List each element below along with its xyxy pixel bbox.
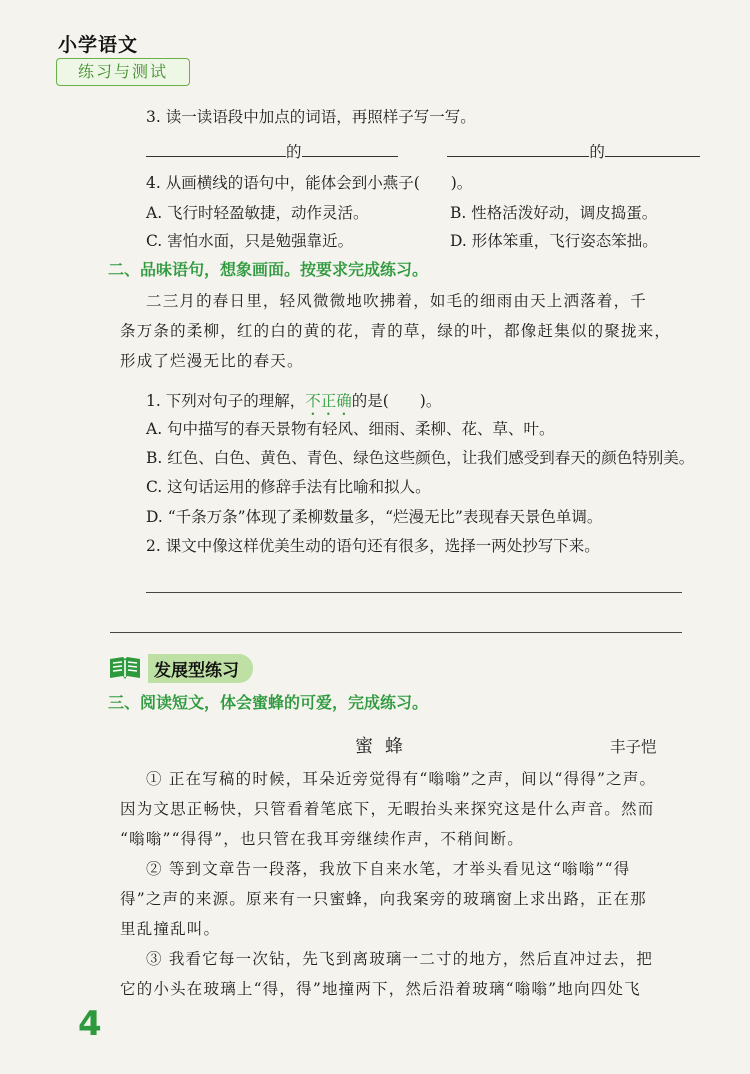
section2-passage-line-2: 条万条的柔柳，红的白的黄的花，青的草，绿的叶，都像赶集似的聚拢来， (120, 322, 672, 340)
section2-passage-line-1: 二三月的春日里，轻风微微地吹拂着，如毛的细雨由天上洒落着，千 (146, 292, 648, 310)
q3-blank-2[interactable] (302, 140, 398, 157)
section2-q1-option-c[interactable]: C. 这句话运用的修辞手法有比喻和拟人。 (146, 478, 431, 496)
q4-option-c[interactable]: C. 害怕水面，只是勉强靠近。 (146, 232, 354, 250)
page-number: 4 (78, 1004, 102, 1044)
article-title: 蜜蜂 (355, 736, 415, 757)
q3-blank-3[interactable] (447, 140, 589, 157)
section2-heading: 二、品味语句，想象画面。按要求完成练习。 (108, 260, 429, 279)
q4-option-b[interactable]: B. 性格活泼好动，调皮捣蛋。 (450, 204, 658, 222)
development-label: 发展型练习 (148, 654, 253, 683)
section3-heading: 三、阅读短文，体会蜜蜂的可爱，完成练习。 (108, 693, 429, 712)
answer-line-2[interactable] (110, 632, 682, 633)
section2-q1-option-b[interactable]: B. 红色、白色、黄色、青色、绿色这些颜色，让我们感受到春天的颜色特别美。 (146, 449, 695, 467)
article-line-1: ① 正在写稿的时候，耳朵近旁觉得有“嗡嗡”之声，间以“得得”之声。 (146, 770, 657, 788)
q3-de-2: 的 (589, 143, 605, 161)
article-line-4: ② 等到文章告一段落，我放下自来水笔，才举头看见这“嗡嗡”“得 (146, 860, 631, 878)
answer-line-1[interactable] (146, 592, 682, 593)
development-section-header (108, 651, 253, 685)
q3-de-1: 的 (286, 143, 302, 161)
q4-option-a[interactable]: A. 飞行时轻盈敏捷，动作灵活。 (146, 204, 369, 222)
section2-q1-pre: 1. 下列对句子的理解， (146, 392, 306, 410)
section2-passage-line-3: 形成了烂漫无比的春天。 (120, 352, 304, 370)
article-author: 丰子恺 (610, 738, 657, 756)
book-icon (108, 654, 142, 682)
article-line-6: 里乱撞乱叫。 (120, 920, 221, 938)
q4-prompt: 4. 从画横线的语句中，能体会到小燕子( )。 (146, 174, 473, 192)
article-line-5: 得”之声的来源。原来有一只蜜蜂，向我案旁的玻璃窗上求出路，正在那 (120, 890, 647, 908)
q3-blank-4[interactable] (605, 140, 700, 157)
q3-blanks-row (146, 140, 700, 163)
q4-option-d[interactable]: D. 形体笨重，飞行姿态笨拙。 (450, 232, 658, 250)
article-line-8: 它的小头在玻璃上“得，得”地撞两下，然后沿着玻璃“嗡嗡”地向四处飞 (120, 980, 641, 998)
q3-blank-1[interactable] (146, 140, 286, 157)
q3-prompt: 3. 读一读语段中加点的词语，再照样子写一写。 (146, 108, 476, 126)
section2-q1-key: 不正确 (305, 392, 352, 410)
section2-q1-option-d[interactable]: D. “千条万条”体现了柔柳数量多，“烂漫无比”表现春天景色单调。 (146, 508, 603, 526)
series-subtitle: 练习与测试 (56, 58, 190, 86)
section2-q2-prompt: 2. 课文中像这样优美生动的语句还有很多，选择一两处抄写下来。 (146, 537, 600, 555)
section2-q1-prompt (146, 390, 441, 419)
article-line-7: ③ 我看它每一次钻，先飞到离玻璃一二寸的地方，然后直冲过去，把 (146, 950, 654, 968)
article-line-3: “嗡嗡”“得得”，也只管在我耳旁继续作声，不稍间断。 (120, 830, 524, 848)
section2-q1-option-a[interactable]: A. 句中描写的春天景物有轻风、细雨、柔柳、花、草、叶。 (146, 420, 555, 438)
series-title: 小学语文 (58, 34, 139, 56)
article-line-2: 因为文思正畅快，只管看着笔底下，无暇抬头来探究这是什么声音。然而 (120, 800, 655, 818)
section2-q1-post: 的是( )。 (351, 392, 442, 410)
